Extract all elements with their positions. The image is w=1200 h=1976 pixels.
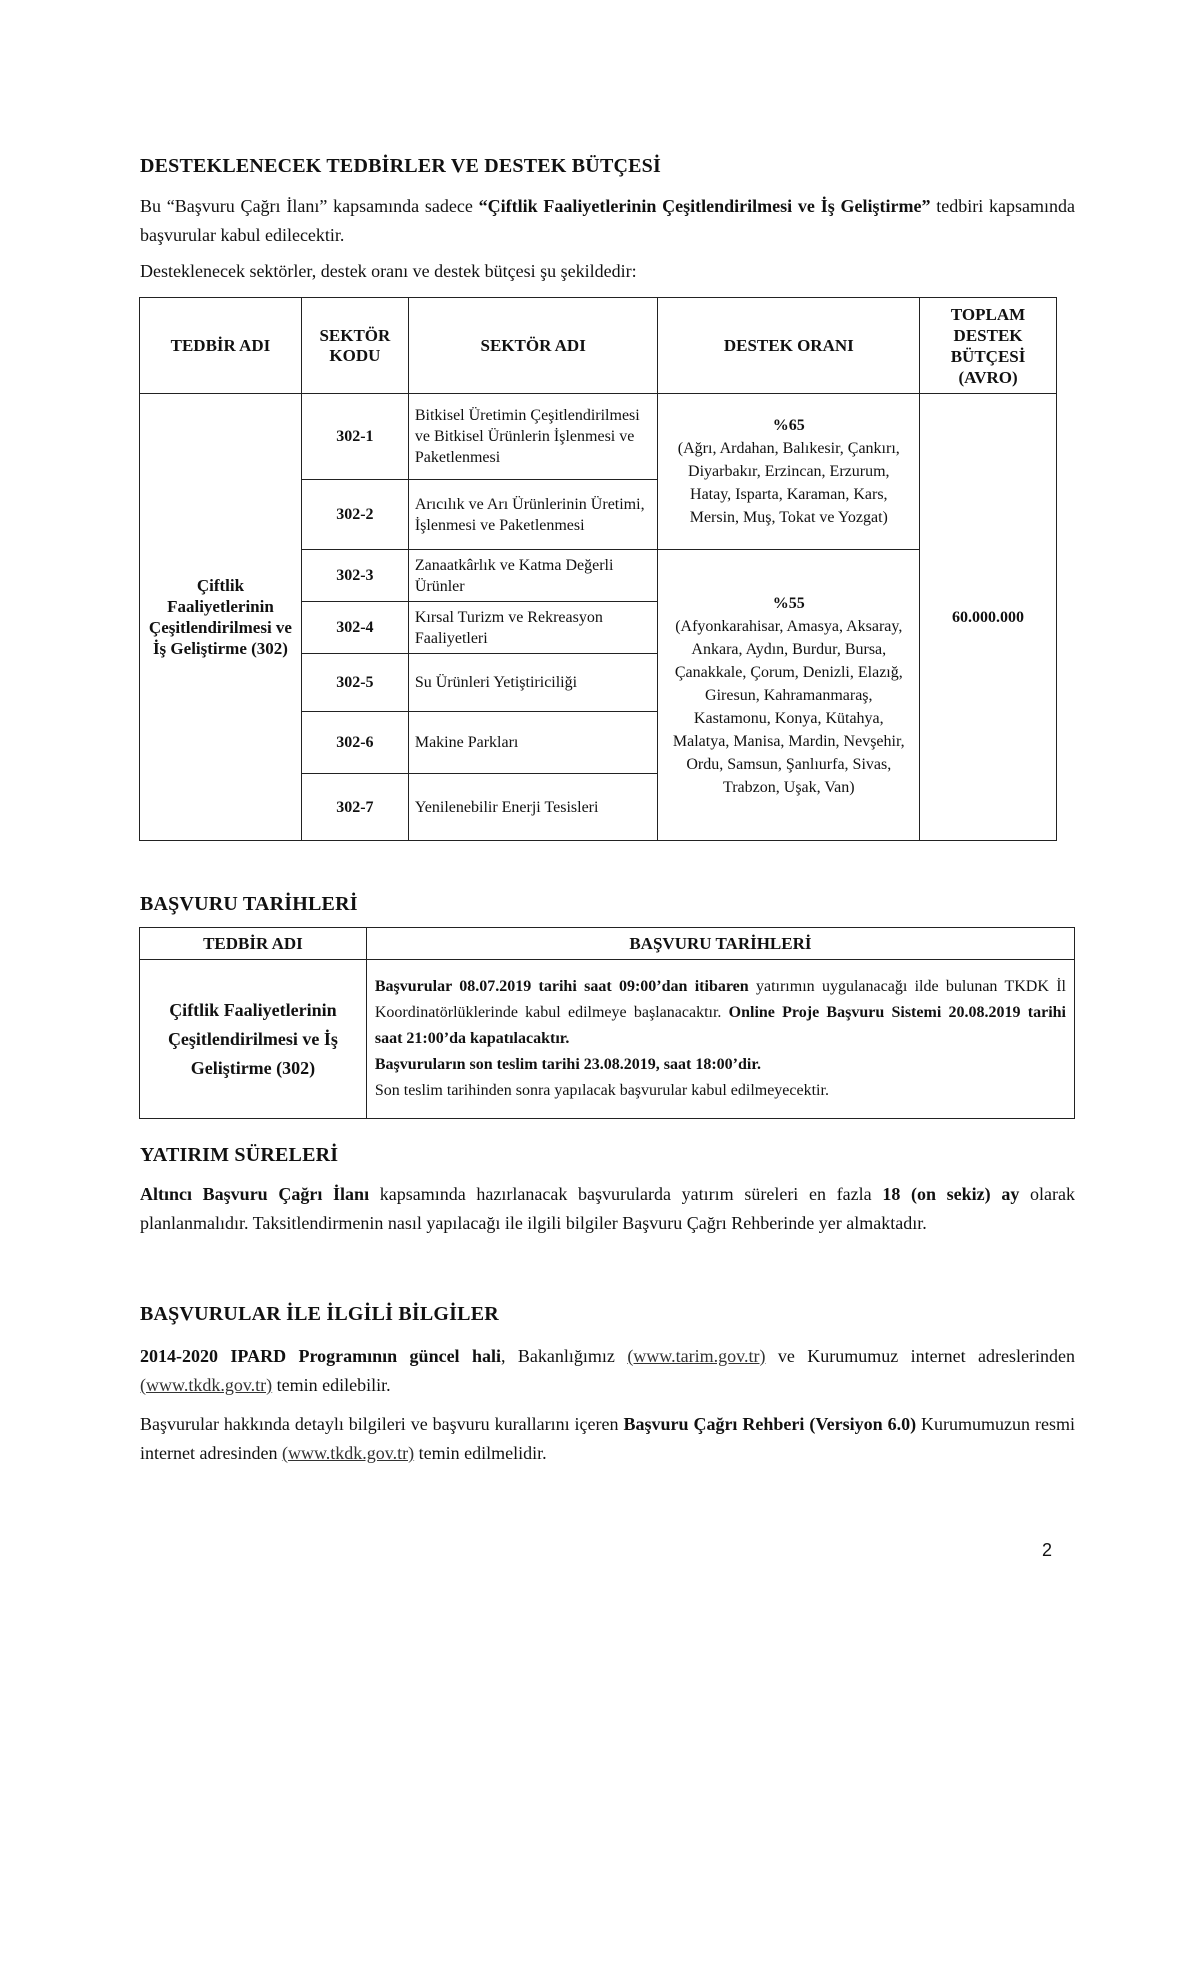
- header-support-rate: DESTEK ORANI: [658, 298, 920, 394]
- intro-paragraph: [140, 192, 1075, 250]
- sector-code: 302-4: [301, 602, 408, 654]
- section-heading-application-info: BAŞVURULAR İLE İLGİLİ BİLGİLER: [140, 1303, 499, 1325]
- application-dates-table: [139, 927, 1075, 1119]
- table-row: [140, 394, 1057, 480]
- ipard-text-3: temin edilebilir.: [272, 1375, 391, 1395]
- investment-duration: 18 (on sekiz) ay: [882, 1184, 1020, 1204]
- sectors-table-header-row: [140, 298, 1057, 394]
- ipard-program-name: 2014-2020 IPARD Programının güncel hali: [140, 1346, 501, 1366]
- sector-name: Zanaatkârlık ve Katma Değerli Ürünler: [408, 550, 658, 602]
- dates-table-header-row: [140, 928, 1075, 960]
- intro-text-1: Bu “Başvuru Çağrı İlanı” kapsamında sadece: [140, 196, 479, 216]
- dates-online-close-text: Online Proje Başvuru Sistemi 20.08.2019 tarihi saat 21:00’da kapatılacaktır.: [374, 1004, 1066, 1047]
- sector-name: Yenilenebilir Enerji Tesisleri: [408, 774, 658, 841]
- support-rate-group-55: [658, 550, 920, 841]
- rate-55: %55: [772, 594, 805, 612]
- header-sector-code: SEKTÖR KODU: [301, 298, 408, 394]
- rate-55-provinces: (Afyonkarahisar, Amasya, Aksaray, Ankara, Aydın, Burdur, Bursa, Çanakkale, Çorum, Denizli, Elazığ, Giresun, Kahramanmaraş, Kastamonu, Konya, Kütahya, Malatya, Manisa, Mardin, Nevşehir, Ordu, Samsun, Şanlıurfa, Sivas, Trabzon, Uşak, Van): [672, 617, 905, 796]
- ipard-text-1: , Bakanlığımız: [501, 1346, 628, 1366]
- sector-name: Makine Parkları: [408, 712, 658, 774]
- tarim-link[interactable]: (www.tarim.gov.tr): [627, 1346, 766, 1366]
- header-measure: TEDBİR ADI: [140, 298, 302, 394]
- ipard-program-paragraph: [140, 1342, 1075, 1400]
- section-heading-investment-periods: YATIRIM SÜRELERİ: [140, 1144, 339, 1166]
- call-name: Altıncı Başvuru Çağrı İlanı: [140, 1184, 370, 1204]
- header-total-budget: TOPLAM DESTEK BÜTÇESİ (AVRO): [920, 298, 1057, 394]
- dates-late-note: Son teslim tarihinden sonra yapılacak başvurular kabul edilmeyecektir.: [374, 1082, 829, 1099]
- dates-header-dates: BAŞVURU TARİHLERİ: [366, 928, 1074, 960]
- dates-deadline-text: Başvuruların son teslim tarihi 23.08.2019, saat 18:00’dir.: [374, 1056, 761, 1073]
- dates-header-measure: TEDBİR ADI: [140, 928, 367, 960]
- sector-name: Bitkisel Üretimin Çeşitlendirilmesi ve Bitkisel Ürünlerin İşlenmesi ve Paketlenmesi: [408, 394, 658, 480]
- guide-text-1: Başvurular hakkında detaylı bilgileri ve başvuru kurallarını içeren: [140, 1414, 624, 1434]
- sector-name: Su Ürünleri Yetiştiriciliği: [408, 654, 658, 712]
- section-heading-application-dates: BAŞVURU TARİHLERİ: [140, 893, 358, 915]
- intro-measure-name: “Çiftlik Faaliyetlerinin Çeşitlendirilmesi ve İş Geliştirme”: [478, 196, 931, 216]
- dates-details-cell: [366, 960, 1074, 1119]
- sector-code: 302-7: [301, 774, 408, 841]
- guide-name: Başvuru Çağrı Rehberi (Versiyon 6.0): [623, 1414, 917, 1434]
- investment-periods-paragraph: [140, 1180, 1075, 1238]
- sectors-table: [139, 297, 1057, 841]
- rate-65: %65: [772, 417, 805, 434]
- header-sector-name: SEKTÖR ADI: [408, 298, 658, 394]
- sectors-intro: Desteklenecek sektörler, destek oranı ve destek bütçesi şu şekildedir:: [140, 261, 637, 281]
- section-heading-supported-measures: DESTEKLENECEK TEDBİRLER VE DESTEK BÜTÇESİ: [140, 155, 661, 177]
- rate-65-provinces: (Ağrı, Ardahan, Balıkesir, Çankırı, Diyarbakır, Erzincan, Erzurum, Hatay, Isparta, Karaman, Kars, Mersin, Muş, Tokat ve Yozgat): [677, 440, 900, 526]
- sector-code: 302-3: [301, 550, 408, 602]
- investment-text-1: kapsamında hazırlanacak başvurularda yatırım süreleri en fazla: [369, 1184, 883, 1204]
- ipard-text-2: ve Kurumumuz internet adreslerinden: [765, 1346, 1076, 1366]
- sector-code: 302-1: [301, 394, 408, 480]
- investment-text-2: olarak planlanmalıdır. Taksitlendirmenin nasıl yapılacağı ile ilgili bilgiler Başvuru Çağrı Rehberinde yer almaktadır.: [140, 1184, 1076, 1233]
- intro-text-2: tedbiri kapsamında başvurular kabul edilecektir.: [140, 196, 1075, 245]
- table-row: [140, 960, 1075, 1119]
- dates-start-text: Başvurular 08.07.2019 tarihi saat 09:00’dan itibaren: [374, 978, 749, 995]
- tkdk-link[interactable]: (www.tkdk.gov.tr): [140, 1375, 273, 1395]
- measure-name-cell: Çiftlik Faaliyetlerinin Çeşitlendirilmesi ve İş Geliştirme (302): [140, 394, 302, 841]
- dates-measure-name: Çiftlik Faaliyetlerinin Çeşitlendirilmesi ve İş Geliştirme (302): [140, 960, 367, 1119]
- sector-name: Kırsal Turizm ve Rekreasyon Faaliyetleri: [408, 602, 658, 654]
- sector-name: Arıcılık ve Arı Ürünlerinin Üretimi, İşlenmesi ve Paketlenmesi: [408, 480, 658, 550]
- sector-code: 302-6: [301, 712, 408, 774]
- support-rate-group-65: [658, 394, 920, 550]
- page-number: 2: [1042, 1540, 1053, 1560]
- sector-code: 302-2: [301, 480, 408, 550]
- dates-location-text: yatırımın uygulanacağı ilde bulunan TKDK İl Koordinatörlüklerinde kabul edilmeye başlanacaktır.: [374, 978, 1066, 1021]
- guide-paragraph: [140, 1410, 1075, 1468]
- sector-code: 302-5: [301, 654, 408, 712]
- guide-text-3: temin edilmelidir.: [414, 1443, 547, 1463]
- dates-line-1: [375, 974, 1066, 1052]
- total-budget-cell: 60.000.000: [920, 394, 1057, 841]
- guide-text-2: Kurumumuzun resmi internet adresinden: [140, 1414, 1075, 1463]
- tkdk-guide-link[interactable]: (www.tkdk.gov.tr): [281, 1443, 415, 1463]
